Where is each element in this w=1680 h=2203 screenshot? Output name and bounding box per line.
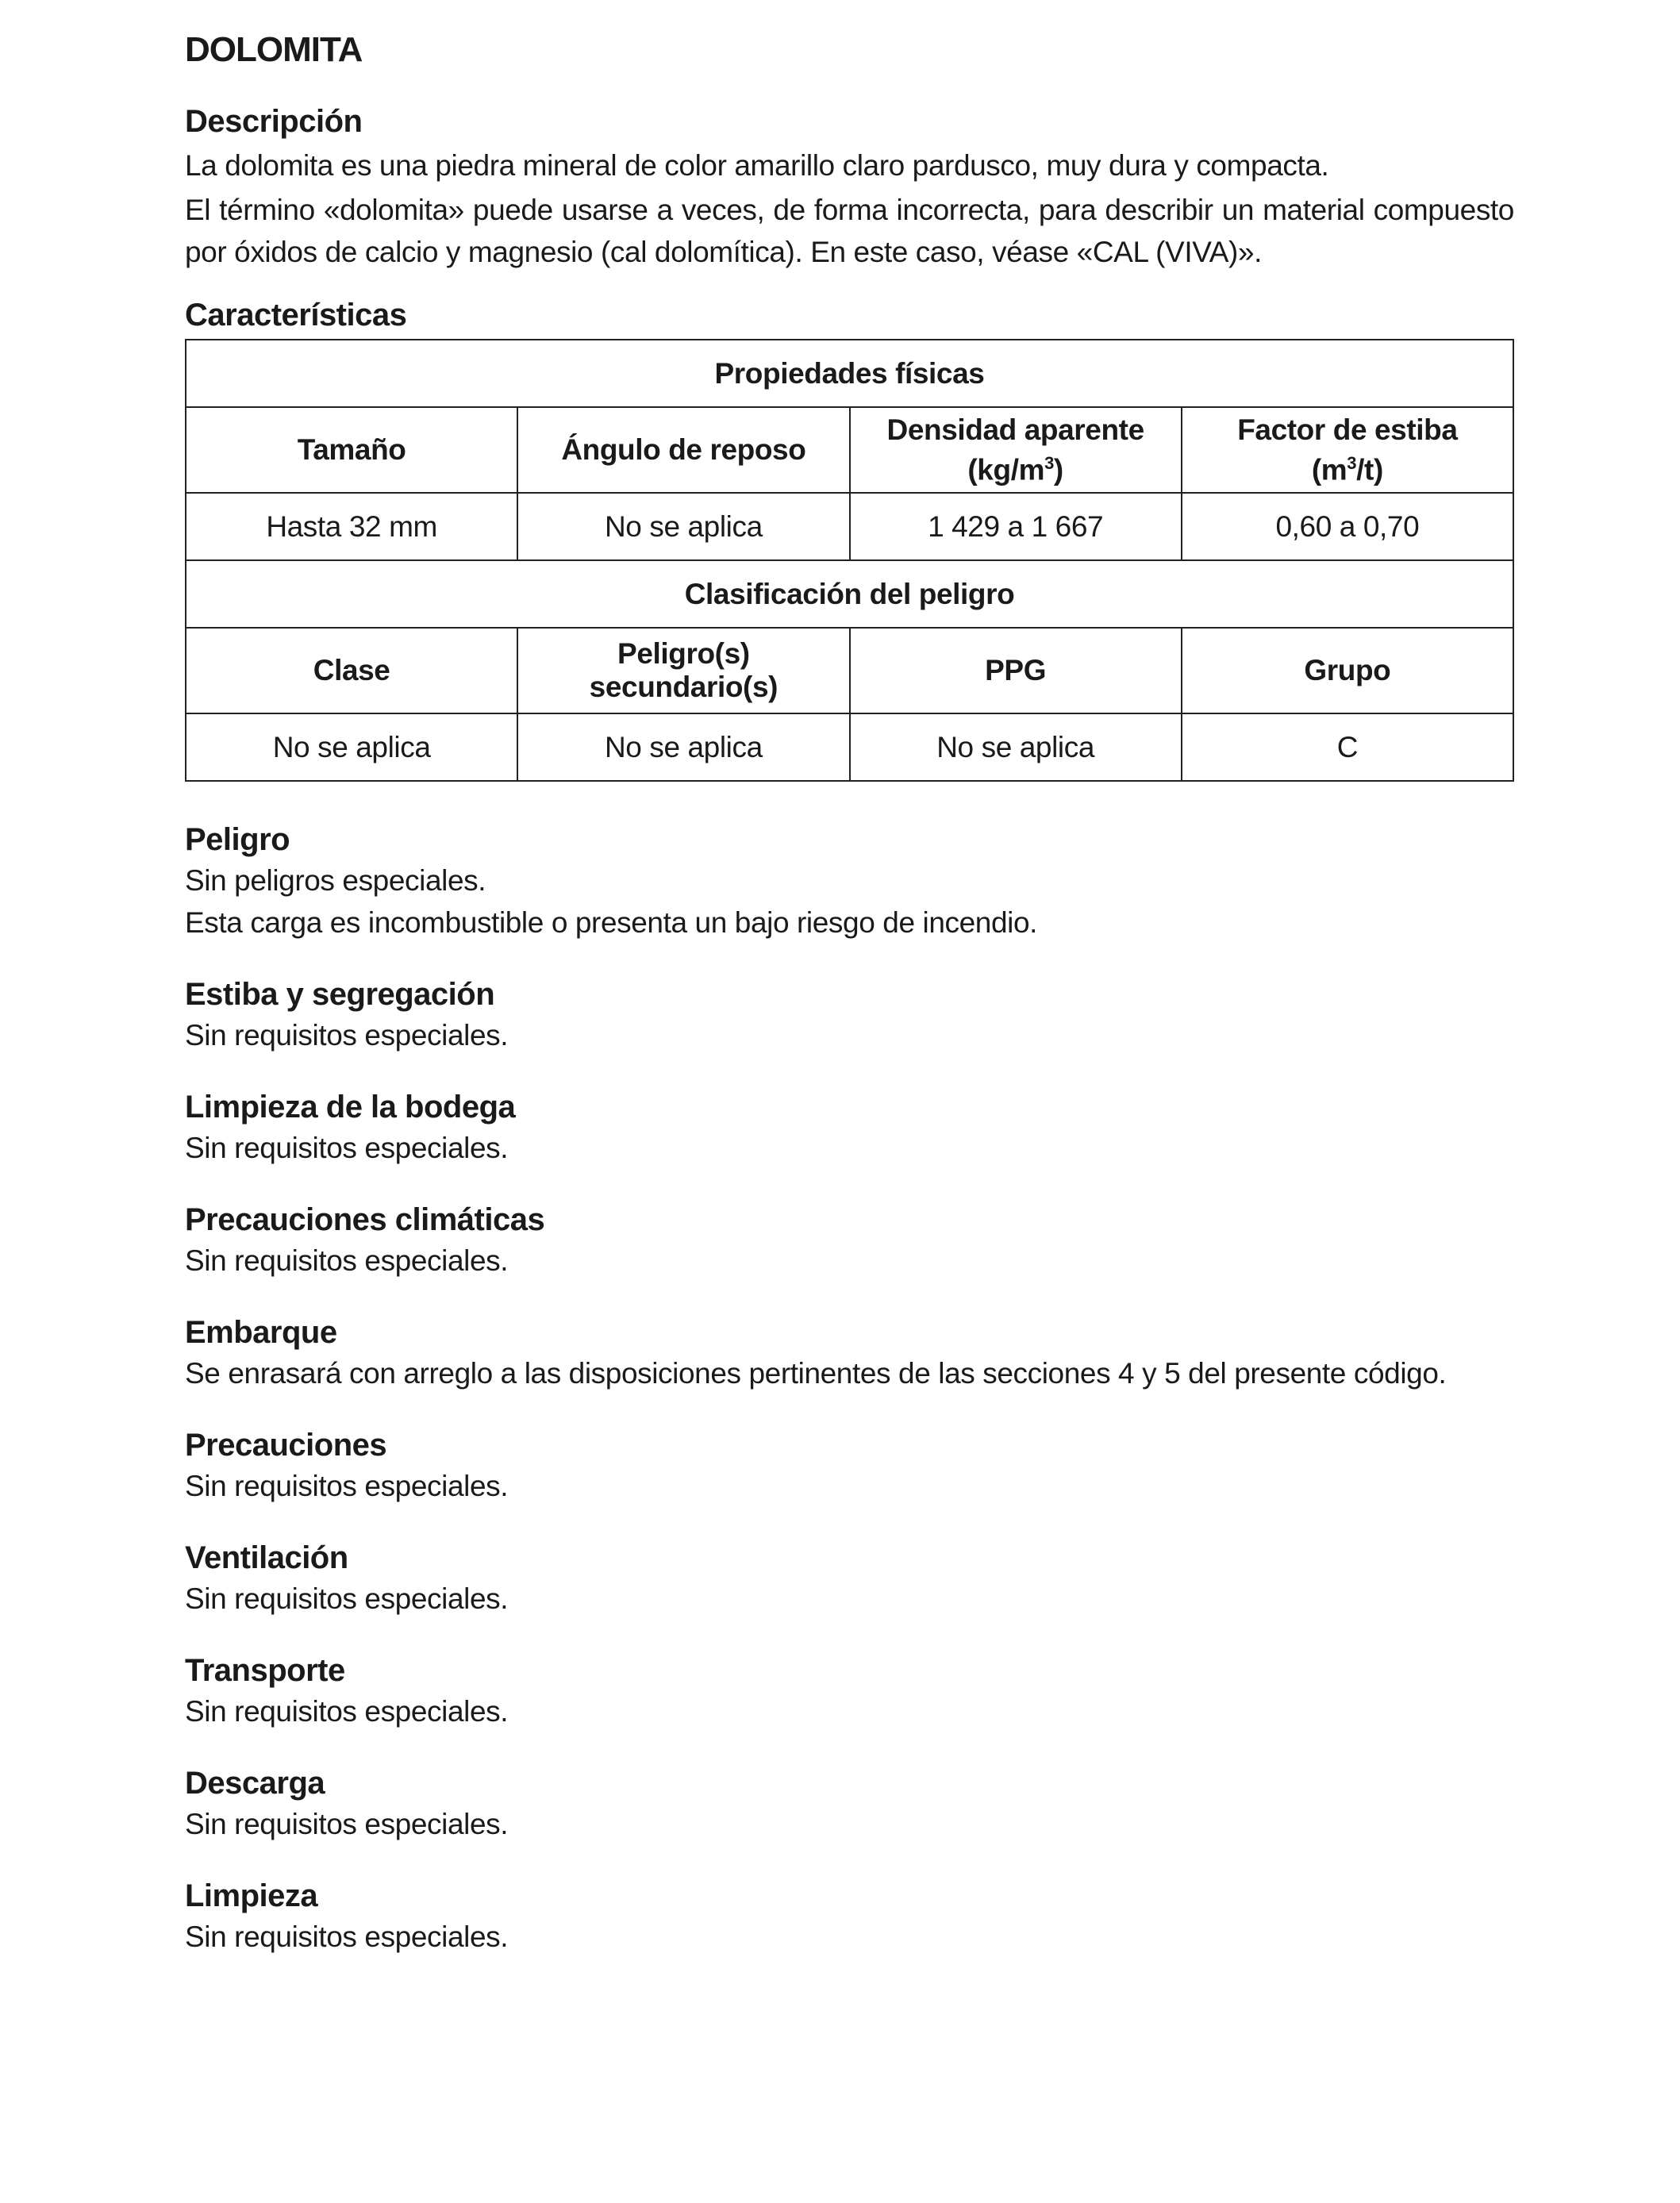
value-angulo: No se aplica	[517, 493, 849, 560]
section-heading: Embarque	[185, 1315, 337, 1350]
section-peligro	[185, 820, 1514, 944]
properties-table	[185, 339, 1514, 782]
value-ppg: No se aplica	[850, 713, 1182, 781]
section-embarque	[185, 1313, 1514, 1394]
header-clase: Clase	[186, 628, 517, 713]
descripcion-line-1: La dolomita es una piedra mineral de color amarillo claro pardusco, muy dura y compacta.	[185, 149, 1329, 182]
section-heading: Limpieza	[185, 1878, 318, 1913]
section-limpieza-bodega	[185, 1087, 1514, 1169]
section-limpieza	[185, 1876, 1514, 1958]
section-text: Sin requisitos especiales.	[185, 1019, 509, 1052]
header-densidad: Densidad aparente $(kg/m^3)$	[850, 407, 1182, 493]
physical-properties-title: Propiedades físicas	[186, 340, 1513, 407]
descripcion-paragraph-2: El término «dolomita» puede usarse a veces, de forma incorrecta, para describir un material compuesto por óxidos de calcio y magnesio (cal dolomítica). En este caso, véase «CAL (VIVA)».	[185, 194, 1514, 268]
section-text: Sin requisitos especiales.	[185, 1470, 509, 1502]
section-heading: Ventilación	[185, 1540, 348, 1575]
section-heading: Peligro	[185, 822, 290, 857]
page-title: DOLOMITA	[185, 30, 363, 69]
section-text: Esta carga es incombustible o presenta un bajo riesgo de incendio.	[185, 906, 1038, 939]
hazard-classification-title: Clasificación del peligro	[186, 560, 1513, 628]
section-precauciones-climaticas	[185, 1200, 1514, 1282]
section-text: Sin requisitos especiales.	[185, 1920, 509, 1953]
header-angulo: Ángulo de reposo	[517, 407, 849, 493]
section-heading: Precauciones climáticas	[185, 1202, 545, 1237]
section-transporte	[185, 1651, 1514, 1732]
value-tamano: Hasta 32 mm	[186, 493, 517, 560]
value-densidad: 1 429 a 1 667	[850, 493, 1182, 560]
section-precauciones	[185, 1425, 1514, 1507]
section-heading: Precauciones	[185, 1428, 387, 1463]
value-grupo: C	[1182, 713, 1513, 781]
heading-caracteristicas: Características	[185, 298, 407, 333]
header-tamano: Tamaño	[186, 407, 517, 493]
section-text: Se enrasará con arreglo a las disposiciones pertinentes de las secciones 4 y 5 del presente código.	[185, 1357, 1447, 1390]
section-text: Sin requisitos especiales.	[185, 1132, 509, 1164]
section-estiba	[185, 975, 1514, 1056]
section-text: Sin requisitos especiales.	[185, 1582, 509, 1615]
section-text: Sin requisitos especiales.	[185, 1695, 509, 1728]
value-factor-estiba: 0,60 a 0,70	[1182, 493, 1513, 560]
heading-descripcion: Descripción	[185, 104, 363, 139]
header-ppg: PPG	[850, 628, 1182, 713]
value-clase: No se aplica	[186, 713, 517, 781]
header-factor-estiba: Factor de estiba $(m^3/t)$	[1182, 407, 1513, 493]
section-heading: Limpieza de la bodega	[185, 1090, 516, 1125]
header-peligros-secundarios: Peligro(s) secundario(s)	[517, 628, 849, 713]
section-heading: Descarga	[185, 1766, 325, 1801]
section-text: Sin requisitos especiales.	[185, 1244, 509, 1277]
section-text: Sin peligros especiales.	[185, 864, 486, 897]
section-descarga	[185, 1763, 1514, 1845]
section-ventilacion	[185, 1538, 1514, 1620]
section-text: Sin requisitos especiales.	[185, 1808, 509, 1840]
header-grupo: Grupo	[1182, 628, 1513, 713]
value-peligros-secundarios: No se aplica	[517, 713, 849, 781]
section-heading: Estiba y segregación	[185, 977, 495, 1012]
section-heading: Transporte	[185, 1653, 345, 1688]
